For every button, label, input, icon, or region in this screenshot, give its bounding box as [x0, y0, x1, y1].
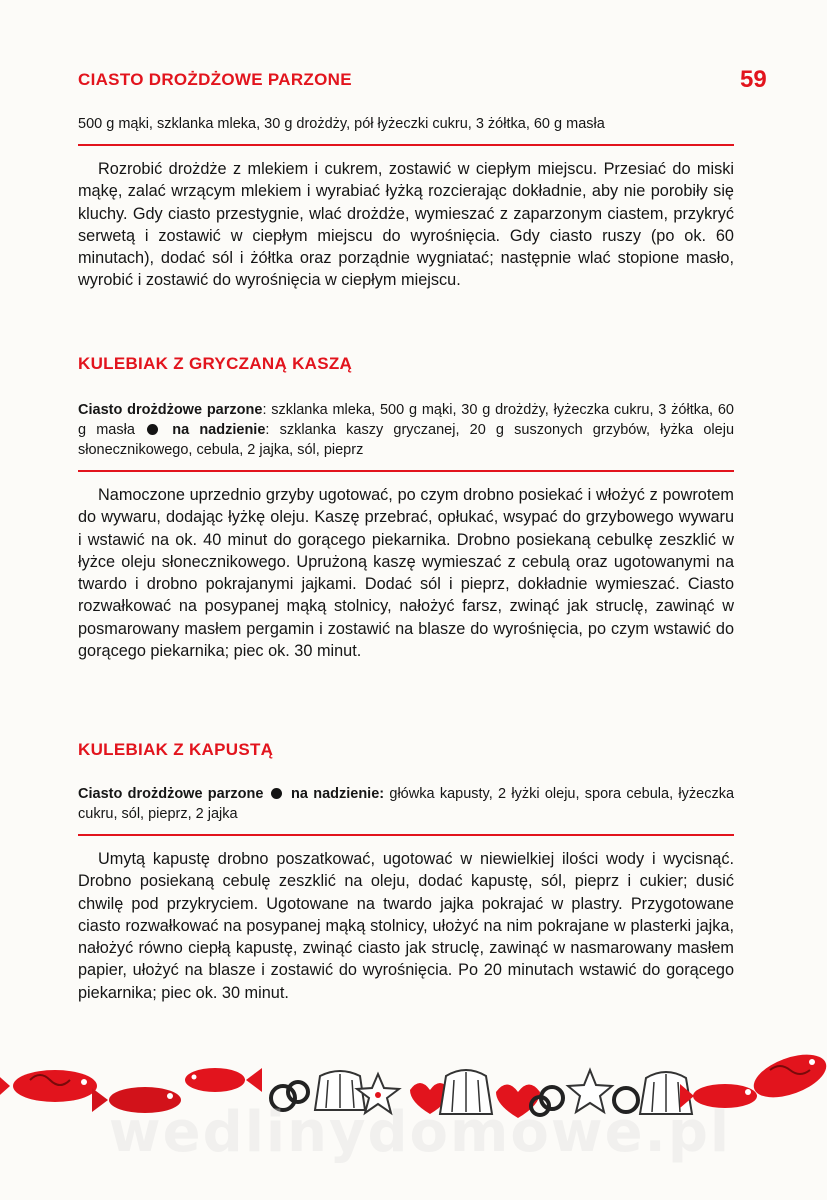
- red-divider: [78, 834, 734, 836]
- recipe-title: CIASTO DROŻDŻOWE PARZONE: [78, 70, 352, 89]
- recipe-instructions: Rozrobić drożdże z mlekiem i cukrem, zostawić w ciepłym miejscu. Przesiać do miski mąkę, zalać wrzącym mlekiem i wyrabiać łyżką rozcierając dokładnie, aby nie porobiły się kluchy. Gdy ciasto przestygnie, wlać drożdże, wymieszać z zaparzonym ciastem, przykryć serwetą i zostawić w ciepłym miejscu do wyrośnięcia. Gdy ciasto ruszy (po ok. 60 minutach), dodać sól i żółtka oraz porządnie wygniatać; następnie wlać stopione masło, wyrobić i zostawić do wyrośnięcia w ciepłym miejscu.: [78, 160, 734, 290]
- ingredients-list: [78, 400, 734, 460]
- recipe-title: KULEBIAK Z GRYCZANĄ KASZĄ: [78, 354, 353, 373]
- red-divider: [78, 144, 734, 146]
- watermark: wedlinydomowe.pl: [108, 1100, 732, 1165]
- ingredients-list: [78, 784, 734, 824]
- dough-items: : szklanka mleka, 500 g mąki, 30 g drożdży, łyżeczka cukru, 3 żółtka, 60 g masła: [78, 402, 734, 438]
- bullet-icon: [147, 424, 158, 435]
- recipe-kulebiak-kasza: [78, 354, 734, 662]
- dough-label: Ciasto drożdżowe parzone: [78, 402, 263, 418]
- recipe-kulebiak-kapusta: [78, 740, 734, 1004]
- fish-icon: [185, 1068, 262, 1092]
- filling-label: na nadzienie:: [291, 786, 385, 802]
- recipe-ciasto-drozdzowe: [78, 70, 734, 292]
- red-divider: [78, 470, 734, 472]
- filling-items: główka kapusty, 2 łyżki oleju, spora cebula, łyżeczka cukru, sól, pieprz, 2 jajka: [78, 786, 735, 822]
- dough-label: Ciasto drożdżowe parzone: [78, 786, 264, 802]
- recipe-instructions: Umytą kapustę drobno poszatkować, ugotować w niewielkiej ilości wody i wycisnąć. Drobno posiekaną cebulę zeszklić na oleju, dodać kapustę, sól, pieprz i cukier; dusić chwilę pod przykryciem. Ugotowane na twardo jajka pokrajać w plastry. Przygotowane ciasto rozwałkować na posypanej mąką stolnicy, ułożyć na nim pokrajane w plasterki jajka, nałożyć równo ciepłą kapustę, zwinąć ciasto jak struclę, zawinąć w nasmarowany masłem papier, ułożyć na blasze i zostawić do wyrośnięcia. Po 20 minutach wstawić do gorącego piekarnika; piec ok. 30 minut.: [78, 850, 734, 1002]
- filling-label: na nadzienie: [172, 422, 266, 438]
- bullet-icon: [271, 788, 282, 799]
- ingredients-list: 500 g mąki, szklanka mleka, 30 g drożdży, pół łyżeczki cukru, 3 żółtka, 60 g masła: [78, 116, 605, 132]
- recipe-instructions: Namoczone uprzednio grzyby ugotować, po czym drobno posiekać i włożyć z powrotem do wywaru, dodając łyżkę oleju. Kaszę przebrać, opłukać, wsypać do grzybowego wywaru i wstawić na ok. 40 minut do gorącego piekarnika. Drobno posiekaną cebulkę zeszklić w łyżce oleju słonecznikowego. Uprużoną kaszę wymieszać z cebulą oraz ugotowanymi na twardo i drobno pokrajanymi jajkami. Dodać sól i pieprz, dokładnie wymieszać. Ciasto rozwałkować na posypanej mąką stolnicy, nałożyć farsz, zwinąć jak struclę, zawinąć w posmarowany masłem pergamin i zostawić na blasze do wyrośnięcia, po czym wstawić do gorącego piekarnika; piec ok. 30 minut.: [78, 486, 734, 661]
- filling-items: : szklanka kaszy gryczanej, 20 g suszonych grzybów, łyżka oleju słonecznikowego, cebula, 2 jajka, sól, pieprz: [78, 422, 735, 458]
- fish-icon: [0, 1070, 97, 1102]
- recipe-title: KULEBIAK Z KAPUSTĄ: [78, 740, 274, 759]
- fish-icon: [748, 1046, 827, 1106]
- page-number: 59: [740, 66, 767, 93]
